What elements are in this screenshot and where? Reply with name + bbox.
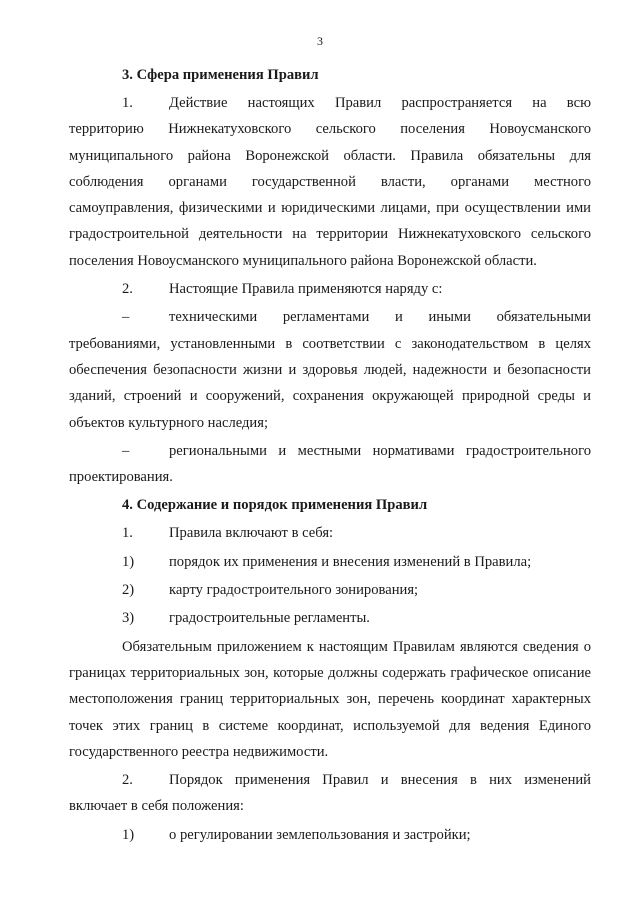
dash-item-continuation: требованиями, установленными в соответствии с законодательством в целях обеспечения безопасности жизни и здоровья людей, надежности и безопасности зданий, строений и сооружений, сохранения окружающей природной среды и объектов культурного наследия; [69, 335, 591, 431]
sub-item-text: о регулировании землепользования и застройки; [169, 826, 471, 843]
annex-paragraph: Обязательным приложением к настоящим Правилам являются сведения о границах территориальных зон, которые должны содержать графическое описание местоположения границ территориальных зон, перечень координат характерных точек этих границ в системе координат, используемой для ведения Единого государственного реестра недвижимости. [69, 638, 591, 760]
list-text: градостроительные регламенты. [169, 610, 370, 627]
dash-mark: – [122, 309, 130, 326]
point-number: 1. [122, 95, 133, 111]
point-number: 2. [122, 281, 133, 298]
dash-mark: – [122, 442, 130, 459]
point-text: Настоящие Правила применяются наряду с: [169, 281, 443, 298]
section-3-heading: 3. Сфера применения Правил [122, 67, 319, 83]
list-number: 1) [122, 553, 135, 570]
list-item [69, 577, 591, 603]
dash-item-text: региональными и местными нормативами градостроительного [169, 442, 591, 459]
point-text: Действие настоящих Правил распространяется на всю [169, 95, 591, 111]
point-text: Правила включают в себя: [169, 525, 334, 542]
list-number: 2) [122, 582, 135, 599]
point-number: 1. [122, 525, 133, 542]
point-number: 2. [122, 772, 133, 789]
dash-item-continuation: проектирования. [69, 469, 173, 486]
dash-item-technical-regulations [69, 304, 591, 330]
dash-item-regional-norms [69, 438, 591, 464]
section-3-point-1-continuation: территорию Нижнекатуховского сельского поселения Новоусманского муниципального района Воронежской области. Правила обязательны для соблюдения органами государственной власти, органами местного самоуправления, физическими и юридическими лицами, при осуществлении ими градостроительной деятельности на территории Нижнекатуховского сельского поселения Новоусманского муниципального района Воронежской области. [69, 121, 591, 269]
document-body [69, 64, 591, 848]
point-text: Порядок применения Правил и внесения в них изменений [169, 772, 591, 789]
list-text: карту градостроительного зонирования; [169, 582, 419, 599]
list-item [69, 549, 591, 575]
list-number: 3) [122, 610, 135, 627]
dash-item-text: техническими регламентами и иными обязательными [169, 309, 591, 326]
section-3-point-2 [69, 276, 591, 302]
page-number: 3 [317, 34, 323, 48]
section-4-heading: 4. Содержание и порядок применения Правил [122, 497, 428, 514]
section-4-point-2 [69, 767, 591, 793]
section-3-point-1 [69, 90, 591, 116]
list-text: порядок их применения и внесения изменений в Правила; [169, 553, 532, 570]
section-4-point-2-continuation: включает в себя положения: [69, 798, 244, 815]
section-4-point-1 [69, 520, 591, 546]
list-item [69, 605, 591, 631]
sub-item-number: 1) [122, 826, 135, 843]
sub-item [69, 822, 591, 848]
